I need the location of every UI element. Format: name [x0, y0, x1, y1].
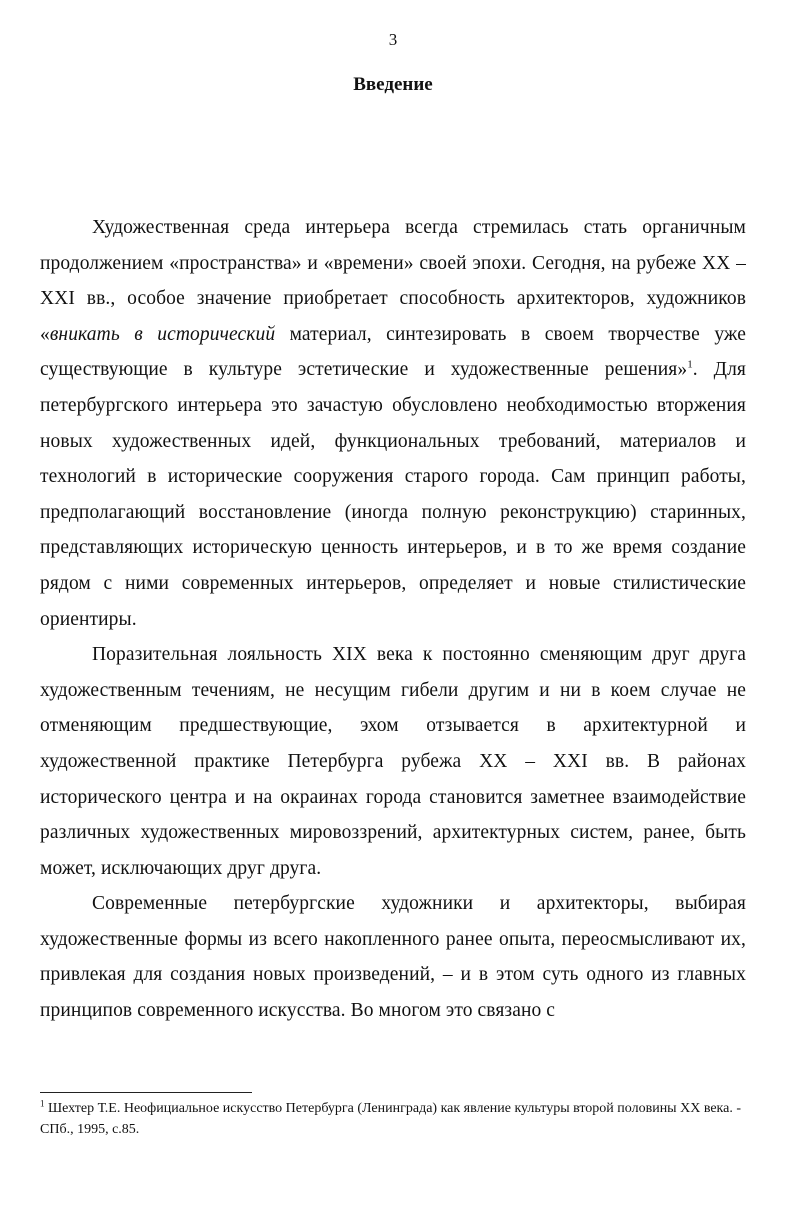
- paragraph-1: [40, 210, 746, 637]
- paragraph-3: Современные петербургские художники и архитекторы, выбирая художественные формы из всего накопленного ранее опыта, переосмысливают их, привлекая для создания новых произведений, – и в этом суть одного из главных принципов современного искусства. Во многом это связано с: [40, 893, 746, 1022]
- footnote-marker: 1: [40, 1098, 45, 1109]
- paragraph-1-italic-text: вникать в исторический: [49, 323, 276, 345]
- paragraph-2: Поразительная лояльность XIX века к постоянно сменяющим друг друга художественным течениям, не несущим гибели другим и ни в коем случае не отменяющим предшествующие, эхом отзывается в архитектурной и художественной практике Петербурга рубежа XX – XXI вв. В районах исторического центра и на окраинах города становится заметнее взаимодействие различных художественных мировоззрений, архитектурных систем, ранее, быть может, исключающих друг друга.: [40, 644, 746, 879]
- footnote-divider: [40, 1092, 252, 1093]
- footnote-text: Шехтер Т.Е. Неофициальное искусство Петербурга (Ленинграда) как явление культуры второй половины XX века. - СПб., 1995, с.85.: [40, 1101, 742, 1137]
- page-number: 3: [388, 30, 398, 49]
- footnote-reference: 1: [687, 358, 693, 371]
- paragraph-1-text-c: . Для петербургского интерьера это зачастую обусловлено необходимостью вторжения новых художественных идей, функциональных требований, материалов и технологий в исторические сооружения старого города. Сам принцип работы, предполагающий восстановление (иногда полную реконструкцию) старинных, представляющих историческую ценность интерьеров, и в то же время создание рядом с ними современных интерьеров, определяет и новые стилистические ориентиры.: [40, 359, 746, 630]
- page-title: Введение: [353, 74, 433, 95]
- paragraph-1-text-b: материал, синтезировать в своем творчестве уже существующие в культуре эстетические и художественные решения»: [40, 323, 746, 381]
- footnote: [40, 1098, 752, 1140]
- body-text: [40, 210, 746, 1029]
- paragraph-1-text-a: Художественная среда интерьера всегда стремилась стать органичным продолжением «пространства» и «времени» своей эпохи. Сегодня, на рубеже XX – XXI вв., особое значение приобретает способность архитекторов, художников «: [40, 217, 746, 345]
